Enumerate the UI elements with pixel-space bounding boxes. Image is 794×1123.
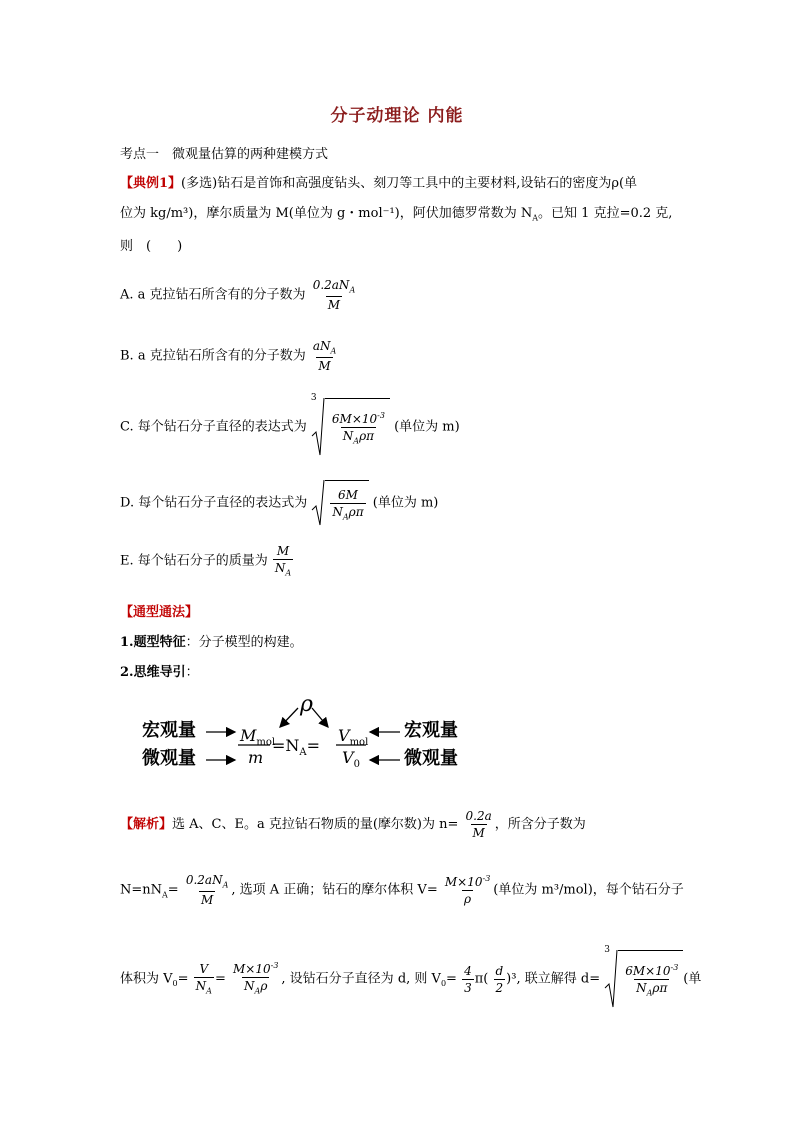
diagram-m-mol-letter: M: [240, 726, 257, 745]
option-b-num: aN: [312, 339, 331, 353]
method-item-2-colon: ：: [185, 665, 199, 680]
option-e: [120, 545, 294, 577]
analysis-text-2a: N=nN: [120, 882, 163, 898]
method-item-1-label: 1.题型特征: [120, 635, 186, 650]
radical-sign-icon: [311, 398, 325, 456]
analysis-count-den: M: [200, 893, 214, 908]
analysis-fraction-volume: [443, 875, 492, 905]
analysis-v-den: N: [195, 978, 207, 993]
analysis-volume-den: ρ: [464, 892, 472, 907]
diagram-na-text: =N: [272, 736, 300, 755]
analysis-cube-root: [604, 945, 683, 1008]
analysis-pi: π(: [474, 971, 489, 987]
diagram-micro-right: 微观量: [404, 748, 458, 769]
analysis-count-sub: A: [222, 880, 229, 890]
analysis-eq-3: =: [177, 971, 189, 987]
analysis-3: 3: [464, 980, 472, 995]
method-item-1: [120, 636, 303, 649]
diagram-eq: =: [306, 736, 321, 755]
analysis-root-den-sub: A: [646, 988, 653, 998]
analysis-line-1: [120, 810, 586, 839]
option-c-den-rest: ρπ: [359, 429, 375, 444]
analysis-2: 2: [495, 980, 504, 995]
option-c-den: N: [342, 429, 354, 444]
page-title: 分子动理论 内能: [330, 106, 464, 126]
thinking-diagram: [140, 694, 470, 774]
example-text-2: 位为 kg/m³)，摩尔质量为 M(单位为 g・mol⁻¹)，阿伏加德罗常数为 N: [120, 206, 533, 221]
diagram-v0-letter: V: [342, 748, 354, 767]
option-c-unit: (单位为 m): [394, 419, 460, 435]
analysis-root-den: N: [636, 981, 647, 996]
diagram-v-mol: [338, 728, 368, 748]
method-item-2-label: 2.思维导引: [120, 665, 186, 680]
analysis-fraction-d-2: [493, 965, 505, 994]
option-b-sub: A: [330, 346, 337, 356]
analysis-n-num: 0.2a: [465, 809, 492, 823]
analysis-count-num: 0.2aN: [185, 873, 223, 887]
example-line-2: [120, 207, 672, 223]
analysis-text-3d: (单: [683, 971, 702, 987]
diagram-v-mol-letter: V: [338, 726, 350, 745]
option-d-unit: (单位为 m): [372, 495, 439, 511]
option-d-text: D. 每个钻石分子直径的表达式为: [120, 495, 308, 511]
analysis-tag: 【解析】: [120, 817, 173, 832]
analysis-fraction-4-3: [462, 965, 474, 994]
analysis-text-2c: (单位为 m³/mol)，每个钻石分子: [493, 882, 684, 898]
option-d-root: [311, 480, 368, 526]
analysis-v0-den-rest: ρ: [260, 979, 268, 994]
analysis-n-den: M: [472, 826, 485, 840]
analysis-fraction-n: [464, 810, 494, 839]
analysis-eq-3c: =: [446, 971, 457, 987]
option-a-sub: A: [349, 285, 356, 295]
analysis-fraction-v0: [231, 962, 280, 995]
analysis-volume-num: M×10: [444, 875, 483, 890]
analysis-v-den-sub: A: [206, 986, 212, 996]
analysis-volume-exp: -3: [482, 874, 491, 884]
analysis-4: 4: [464, 963, 472, 978]
analysis-sub-a: A: [162, 890, 168, 900]
diagram-na: [272, 738, 320, 758]
option-e-text: E. 每个钻石分子的质量为: [120, 553, 268, 569]
diagram-micro-left: 微观量: [142, 748, 196, 769]
analysis-root-exp: -3: [670, 963, 679, 973]
analysis-fraction-count: [184, 874, 231, 906]
diagram-v0-sub: 0: [353, 759, 360, 771]
analysis-v-num: V: [199, 961, 209, 976]
diagram-m-mol-sub: mol: [256, 737, 276, 749]
analysis-cube: )³: [506, 971, 517, 987]
diagram-macro-right: 宏观量: [404, 720, 458, 741]
option-c-num: 6M×10: [331, 412, 378, 427]
option-b-text: B. a 克拉钻石所含有的分子数为: [120, 348, 306, 364]
diagram-m-mol: [240, 728, 275, 748]
option-c-sub: A: [353, 436, 360, 446]
radical-sign-icon: [604, 950, 618, 1008]
option-a-den: M: [327, 298, 341, 313]
diagram-m: m: [248, 748, 264, 767]
option-a-fraction: [311, 279, 358, 311]
analysis-v0-num: M×10: [233, 962, 271, 977]
option-a-num: 0.2aN: [312, 278, 350, 292]
diagram-na-sub: A: [299, 747, 307, 759]
diagram-macro-left: 宏观量: [142, 720, 196, 741]
option-c-cube-root: [310, 393, 390, 456]
option-d-num: 6M: [338, 487, 358, 502]
analysis-v0-sub-2: 0: [440, 979, 447, 989]
analysis-root-index: 3: [604, 945, 610, 955]
option-a-text: A. a 克拉钻石所含有的分子数为: [120, 287, 306, 303]
example-line-3: 则 ( ): [120, 239, 183, 254]
option-c-fraction: [330, 412, 387, 445]
option-c-text: C. 每个钻石分子直径的表达式为: [120, 419, 307, 435]
analysis-d: d: [495, 963, 504, 978]
method-tag: 【通型通法】: [120, 605, 199, 620]
analysis-line-2: [120, 874, 684, 906]
example-tag: 【典例1】: [120, 176, 182, 191]
analysis-fraction-v-na: [194, 963, 214, 995]
option-d-fraction: [330, 489, 365, 521]
analysis-v0-exp: -3: [270, 961, 279, 971]
diagram-v-mol-sub: mol: [349, 737, 369, 749]
analysis-text-3c: , 联立解得 d=: [516, 971, 601, 987]
analysis-v0-den-sub: A: [254, 986, 261, 996]
radical-sign-icon: [311, 480, 325, 526]
diagram-rho: ρ: [300, 692, 313, 717]
analysis-text-1b: ，所含分子数为: [494, 817, 586, 832]
diagram-v0: [342, 750, 360, 770]
option-a: [120, 279, 358, 311]
analysis-text-1a: 选 A、C、E。a 克拉钻石物质的量(摩尔数)为 n=: [172, 817, 459, 832]
analysis-text-3a: 体积为 V: [120, 971, 173, 987]
option-d-sub: A: [342, 512, 349, 522]
analysis-root-fraction: [623, 964, 680, 997]
option-d-den-rest: ρπ: [348, 504, 364, 519]
option-c-exp: -3: [377, 411, 385, 421]
option-c-root-index: 3: [310, 393, 317, 403]
section-heading: 考点一 微观量估算的两种建模方式: [120, 147, 329, 162]
option-c: [120, 393, 460, 456]
analysis-text-2b: , 选项 A 正确；钻石的摩尔体积 V=: [231, 882, 438, 898]
example-line-1: [120, 177, 637, 190]
option-d: [120, 480, 438, 526]
option-d-den: N: [332, 504, 343, 519]
analysis-eq-2: =: [167, 882, 179, 898]
example-sub-a: A: [532, 213, 539, 223]
analysis-line-3: [120, 945, 702, 1008]
method-item-1-text: ：分子模型的构建。: [185, 635, 303, 650]
analysis-v0-den: N: [244, 979, 255, 994]
option-b: [120, 340, 339, 372]
example-text-1: (多选)钻石是首饰和高强度钻头、刻刀等工具中的主要材料,设钻石的密度为ρ(单: [181, 176, 638, 191]
option-e-num: M: [276, 544, 290, 558]
option-e-sub: A: [285, 568, 292, 578]
option-e-den: N: [274, 561, 286, 575]
analysis-eq-3b: =: [214, 971, 226, 987]
method-item-2: [120, 666, 199, 679]
option-e-fraction: [273, 545, 293, 577]
option-b-fraction: [311, 340, 338, 372]
analysis-v0-sub: 0: [172, 979, 178, 989]
example-text-2-end: 。已知 1 克拉=0.2 克,: [538, 206, 673, 221]
option-b-den: M: [318, 359, 331, 374]
analysis-root-den-rest: ρπ: [652, 981, 668, 996]
analysis-text-3b: , 设钻石分子直径为 d, 则 V: [281, 971, 441, 987]
analysis-root-num: 6M×10: [625, 964, 671, 979]
